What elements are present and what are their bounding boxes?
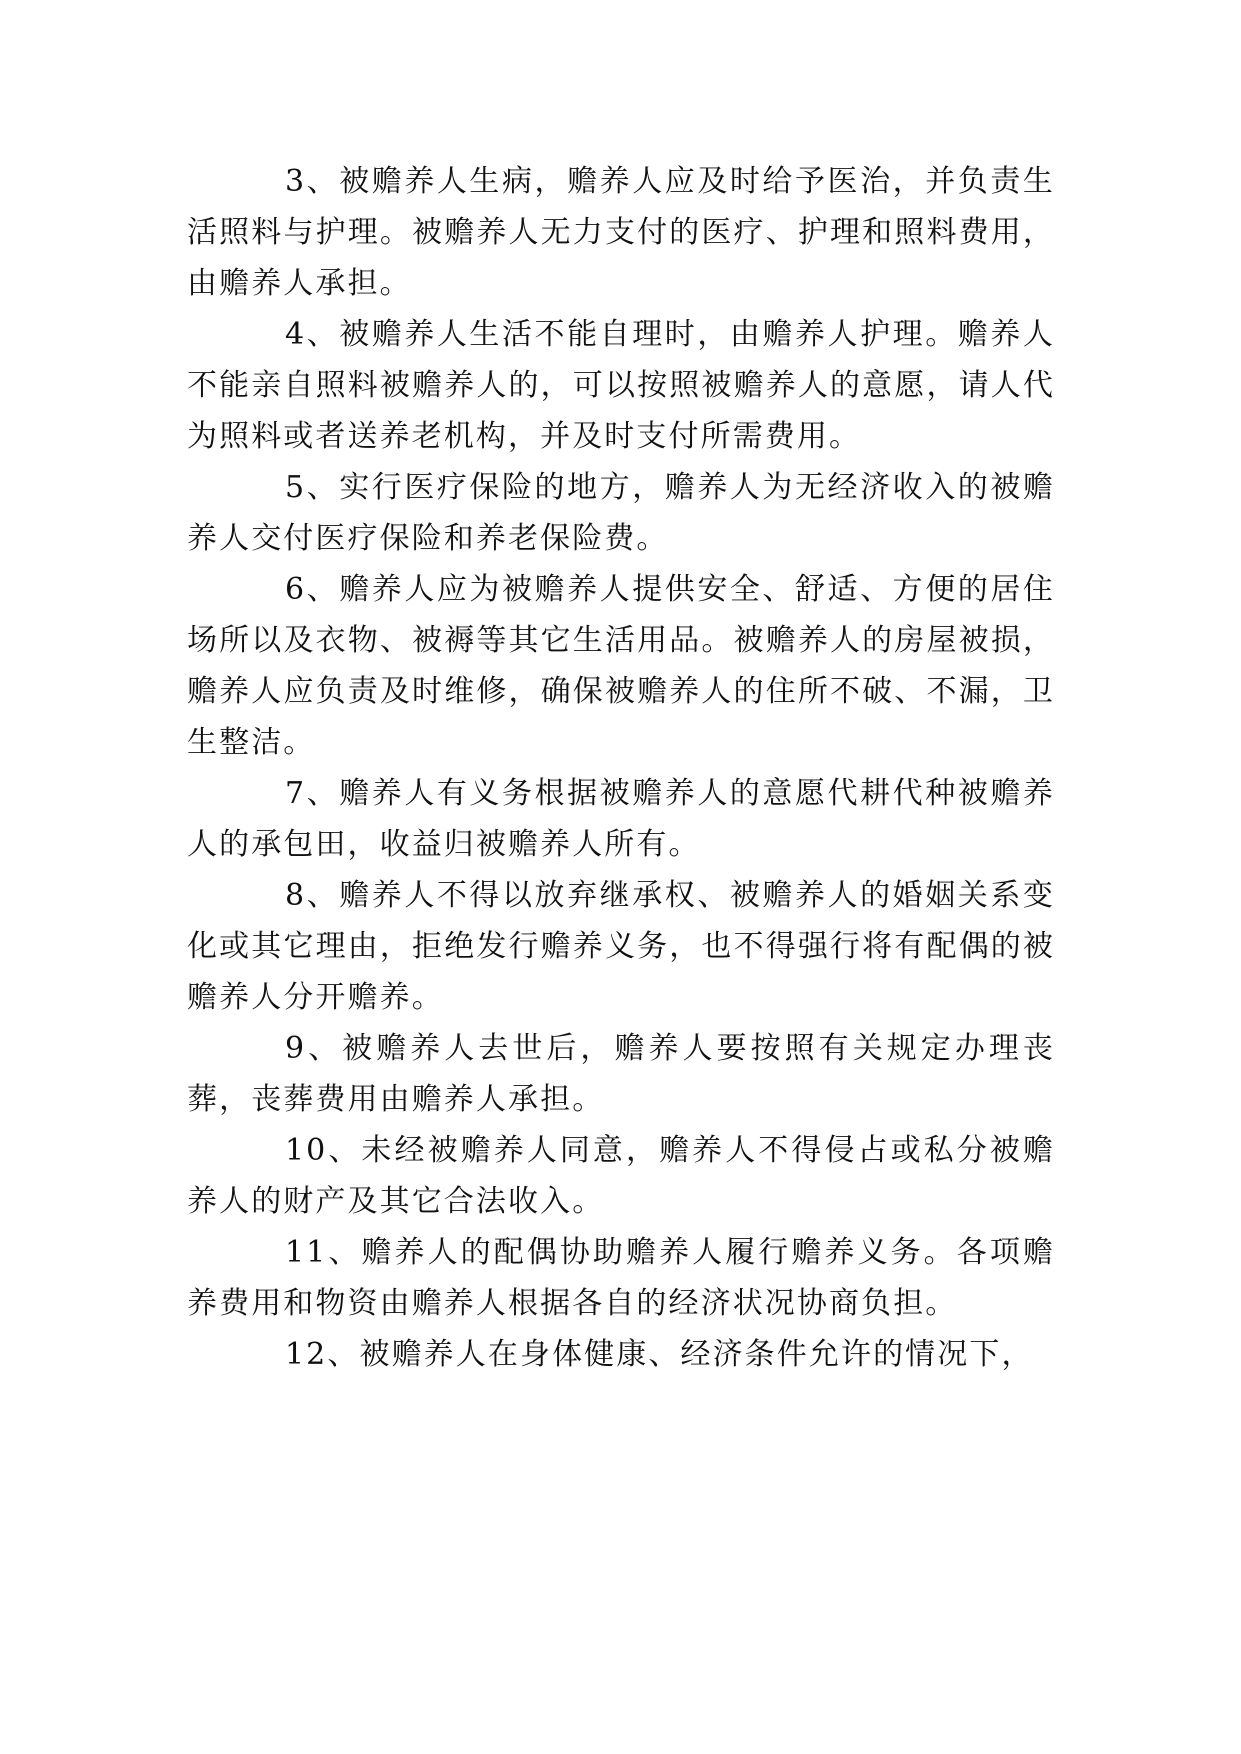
paragraph-3: 3、被赡养人生病，赡养人应及时给予医治，并负责生活照料与护理。被赡养人无力支付的医疗、护理和照料费用，由赡养人承担。 xyxy=(187,164,1055,301)
paragraph-11: 11、赡养人的配偶协助赡养人履行赡养义务。各项赡养费用和物资由赡养人根据各自的经济状况协商负担。 xyxy=(187,1235,1055,1321)
document-body xyxy=(187,156,1055,1380)
paragraph-12: 12、被赡养人在身体健康、经济条件允许的情况下， xyxy=(285,1337,1034,1372)
paragraph-8: 8、赡养人不得以放弃继承权、被赡养人的婚姻关系变化或其它理由，拒绝发行赡养义务，也不得强行将有配偶的被赡养人分开赡养。 xyxy=(187,878,1055,1015)
paragraph-6: 6、赡养人应为被赡养人提供安全、舒适、方便的居住场所以及衣物、被褥等其它生活用品。被赡养人的房屋被损，赡养人应负责及时维修，确保被赡养人的住所不破、不漏，卫生整洁。 xyxy=(187,572,1055,760)
paragraph-9: 9、被赡养人去世后，赡养人要按照有关规定办理丧葬，丧葬费用由赡养人承担。 xyxy=(187,1031,1055,1117)
paragraph-10: 10、未经被赡养人同意，赡养人不得侵占或私分被赡养人的财产及其它合法收入。 xyxy=(187,1133,1055,1219)
paragraph-5: 5、实行医疗保险的地方，赡养人为无经济收入的被赡养人交付医疗保险和养老保险费。 xyxy=(187,470,1055,556)
paragraph-4: 4、被赡养人生活不能自理时，由赡养人护理。赡养人不能亲自照料被赡养人的，可以按照被赡养人的意愿，请人代为照料或者送养老机构，并及时支付所需费用。 xyxy=(187,317,1055,454)
paragraph-7: 7、赡养人有义务根据被赡养人的意愿代耕代种被赡养人的承包田，收益归被赡养人所有。 xyxy=(187,776,1055,862)
